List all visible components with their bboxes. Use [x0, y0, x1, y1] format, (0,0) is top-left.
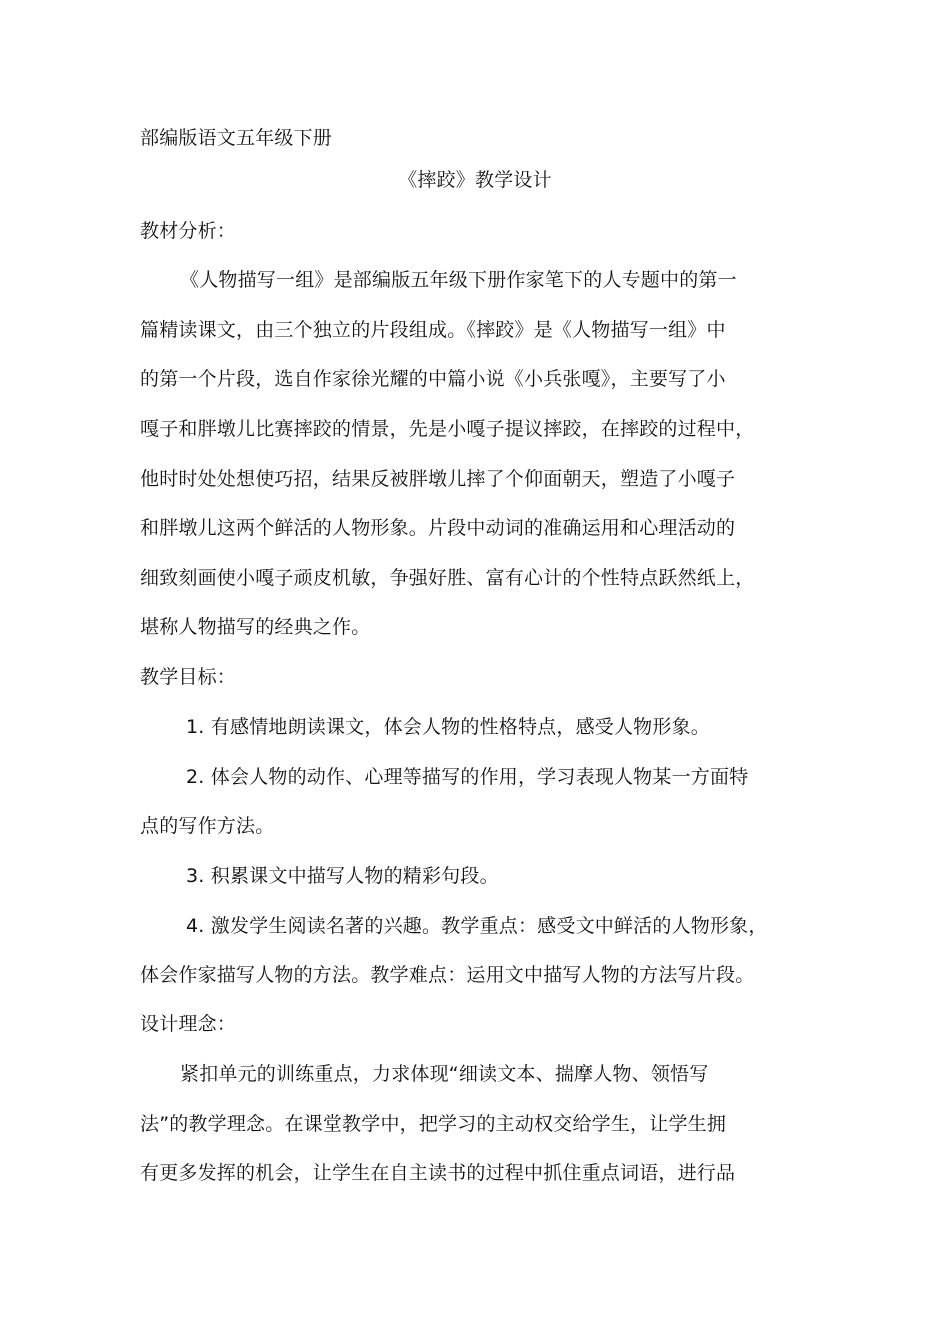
goal-item: 4. 激发学生阅读名著的兴趣。教学重点：感受文中鲜活的人物形象， — [186, 915, 768, 937]
goal-item: 2. 体会人物的动作、心理等描写的作用，学习表现人物某一方面特 — [186, 766, 749, 788]
goal-item: 1. 有感情地朗读课文，体会人物的性格特点，感受人物形象。 — [186, 716, 710, 738]
analysis-line: 的第一个片段，选自作家徐光耀的中篇小说《小兵张嘎》，主要写了小 — [140, 368, 726, 390]
concept-line: 有更多发挥的机会，让学生在自主读书的过程中抓住重点词语，进行品 — [140, 1162, 736, 1184]
document-title: 《摔跤》教学设计 — [398, 169, 552, 191]
concept-line: 紧扣单元的训练重点，力求体现“细读文本、揣摩人物、领悟写 — [180, 1063, 709, 1085]
analysis-line: 嘎子和胖墩儿比赛摔跤的情景，先是小嘎子提议摔跤，在摔跤的过程中， — [140, 418, 755, 440]
analysis-line: 篇精读课文，由三个独立的片段组成。《摔跤》是《人物描写一组》中 — [140, 319, 726, 341]
goal-item-continued: 点的写作方法。 — [140, 815, 275, 837]
concept-heading: 设计理念： — [140, 1013, 237, 1035]
analysis-heading: 教材分析： — [140, 220, 237, 242]
goal-item-continued: 体会作家描写人物的方法。教学难点：运用文中描写人物的方法写片段。 — [140, 964, 755, 986]
goals-heading: 教学目标： — [140, 666, 237, 688]
concept-line: 法”的教学理念。在课堂教学中，把学习的主动权交给学生，让学生拥 — [140, 1113, 727, 1135]
series-label: 部编版语文五年级下册 — [140, 127, 333, 149]
goal-item: 3. 积累课文中描写人物的精彩句段。 — [186, 865, 499, 887]
analysis-line: 堪称人物描写的经典之作。 — [140, 616, 371, 638]
analysis-line: 《人物描写一组》是部编版五年级下册作家笔下的人专题中的第一 — [180, 269, 737, 291]
analysis-line: 和胖墩儿这两个鲜活的人物形象。片段中动词的准确运用和心理活动的 — [140, 517, 736, 539]
analysis-line: 细致刻画使小嘎子顽皮机敏，争强好胜、富有心计的个性特点跃然纸上， — [140, 567, 755, 589]
analysis-line: 他时时处处想使巧招，结果反被胖墩儿摔了个仰面朝天，塑造了小嘎子 — [140, 468, 736, 490]
